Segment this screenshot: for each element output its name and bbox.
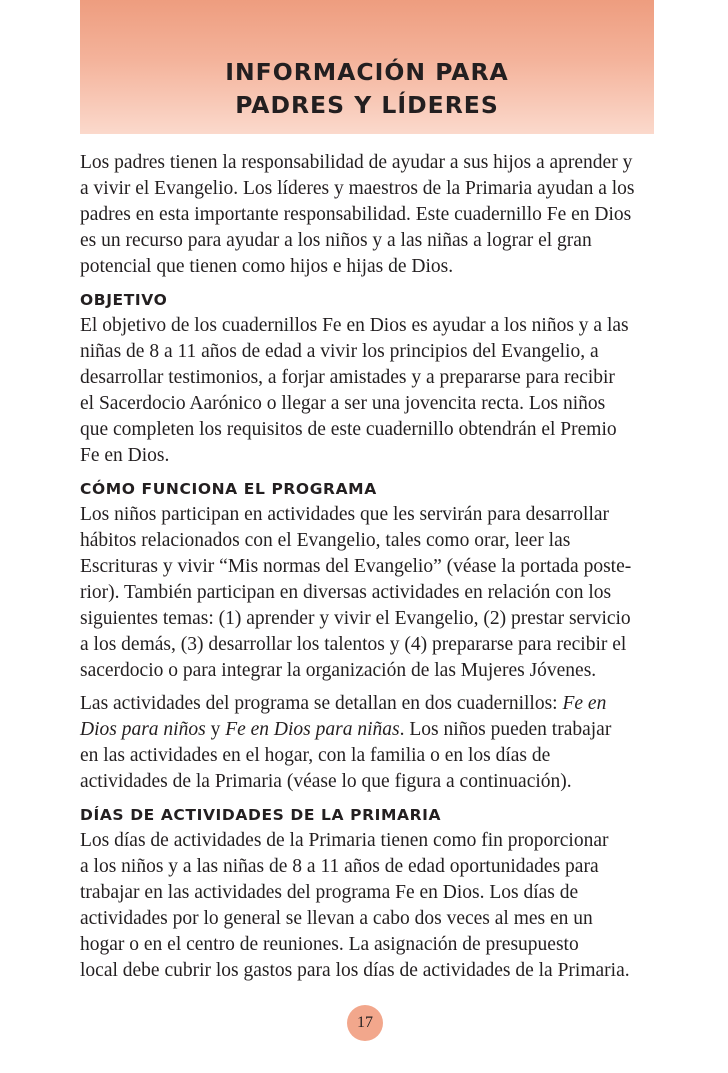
objetivo-paragraph bbox=[80, 313, 658, 469]
text-line: desarrollar testimonios, a forjar amistades y a prepararse para recibir bbox=[80, 367, 615, 388]
text-line: local debe cubrir los gastos para los días de actividades de la Primaria. bbox=[80, 960, 630, 981]
text-line: rior). También participan en diversas actividades en relación con los bbox=[80, 582, 612, 603]
text-line: trabajar en las actividades del programa Fe en Dios. Los días de bbox=[80, 882, 579, 903]
book-title-italic: Dios para niños bbox=[80, 719, 206, 740]
text-line: Los padres tienen la responsabilidad de ayudar a sus hijos a aprender y bbox=[80, 152, 633, 173]
page-title-line-1: INFORMACIÓN PARA bbox=[225, 58, 509, 86]
page-content bbox=[80, 150, 658, 984]
book-title-italic: Fe en bbox=[562, 693, 607, 714]
text-line bbox=[80, 691, 658, 717]
text-line: Los niños participan en actividades que les servirán para desarrollar bbox=[80, 504, 610, 525]
text-line: hogar o en el centro de reuniones. La asignación de presupuesto bbox=[80, 934, 579, 955]
text-line: a los demás, (3) desarrollar los talentos y (4) prepararse para recibir el bbox=[80, 634, 627, 655]
dias-paragraph bbox=[80, 828, 658, 984]
page-title bbox=[80, 56, 654, 122]
book-title-italic: Fe en Dios para niñas bbox=[225, 719, 400, 740]
como-funciona-paragraph bbox=[80, 502, 658, 684]
text-line: siguientes temas: (1) aprender y vivir el Evangelio, (2) prestar servicio bbox=[80, 608, 631, 629]
text-run: Las actividades del programa se detallan en dos cuadernillos: bbox=[80, 693, 563, 714]
text-line: que completen los requisitos de este cuadernillo obtendrán el Premio bbox=[80, 419, 617, 440]
page-title-line-2: PADRES Y LÍDERES bbox=[235, 91, 499, 119]
page-number-badge: 17 bbox=[347, 1005, 383, 1041]
text-run: y bbox=[205, 719, 226, 740]
text-line: Escrituras y vivir “Mis normas del Evangelio” (véase la portada poste- bbox=[80, 556, 632, 577]
text-line: actividades de la Primaria (véase lo que figura a continuación). bbox=[80, 771, 572, 792]
intro-paragraph bbox=[80, 150, 658, 280]
text-line: a vivir el Evangelio. Los líderes y maestros de la Primaria ayudan a los bbox=[80, 178, 635, 199]
text-line: El objetivo de los cuadernillos Fe en Dios es ayudar a los niños y a las bbox=[80, 315, 629, 336]
text-line: sacerdocio o para integrar la organización de las Mujeres Jóvenes. bbox=[80, 660, 597, 681]
cuadernillos-paragraph bbox=[80, 691, 658, 795]
section-heading-como-funciona: CÓMO FUNCIONA EL PROGRAMA bbox=[80, 480, 377, 498]
text-line: Fe en Dios. bbox=[80, 445, 170, 466]
text-line: actividades por lo general se llevan a cabo dos veces al mes en un bbox=[80, 908, 593, 929]
text-line: en las actividades en el hogar, con la familia o en los días de bbox=[80, 745, 551, 766]
text-line: es un recurso para ayudar a los niños y a las niñas a lograr el gran bbox=[80, 230, 592, 251]
text-line: padres en esta importante responsabilidad. Este cuadernillo Fe en Dios bbox=[80, 204, 632, 225]
text-line: a los niños y a las niñas de 8 a 11 años de edad oportunidades para bbox=[80, 856, 599, 877]
section-heading-dias: DÍAS DE ACTIVIDADES DE LA PRIMARIA bbox=[80, 806, 442, 824]
text-line bbox=[80, 717, 658, 743]
section-heading-objetivo: OBJETIVO bbox=[80, 291, 168, 309]
text-line: Los días de actividades de la Primaria tienen como fin proporcionar bbox=[80, 830, 609, 851]
text-line: potencial que tienen como hijos e hijas de Dios. bbox=[80, 256, 454, 277]
text-line: hábitos relacionados con el Evangelio, tales como orar, leer las bbox=[80, 530, 571, 551]
text-line: el Sacerdocio Aarónico o llegar a ser una jovencita recta. Los niños bbox=[80, 393, 606, 414]
text-run: . Los niños pueden trabajar bbox=[399, 719, 612, 740]
text-line: niñas de 8 a 11 años de edad a vivir los principios del Evangelio, a bbox=[80, 341, 599, 362]
